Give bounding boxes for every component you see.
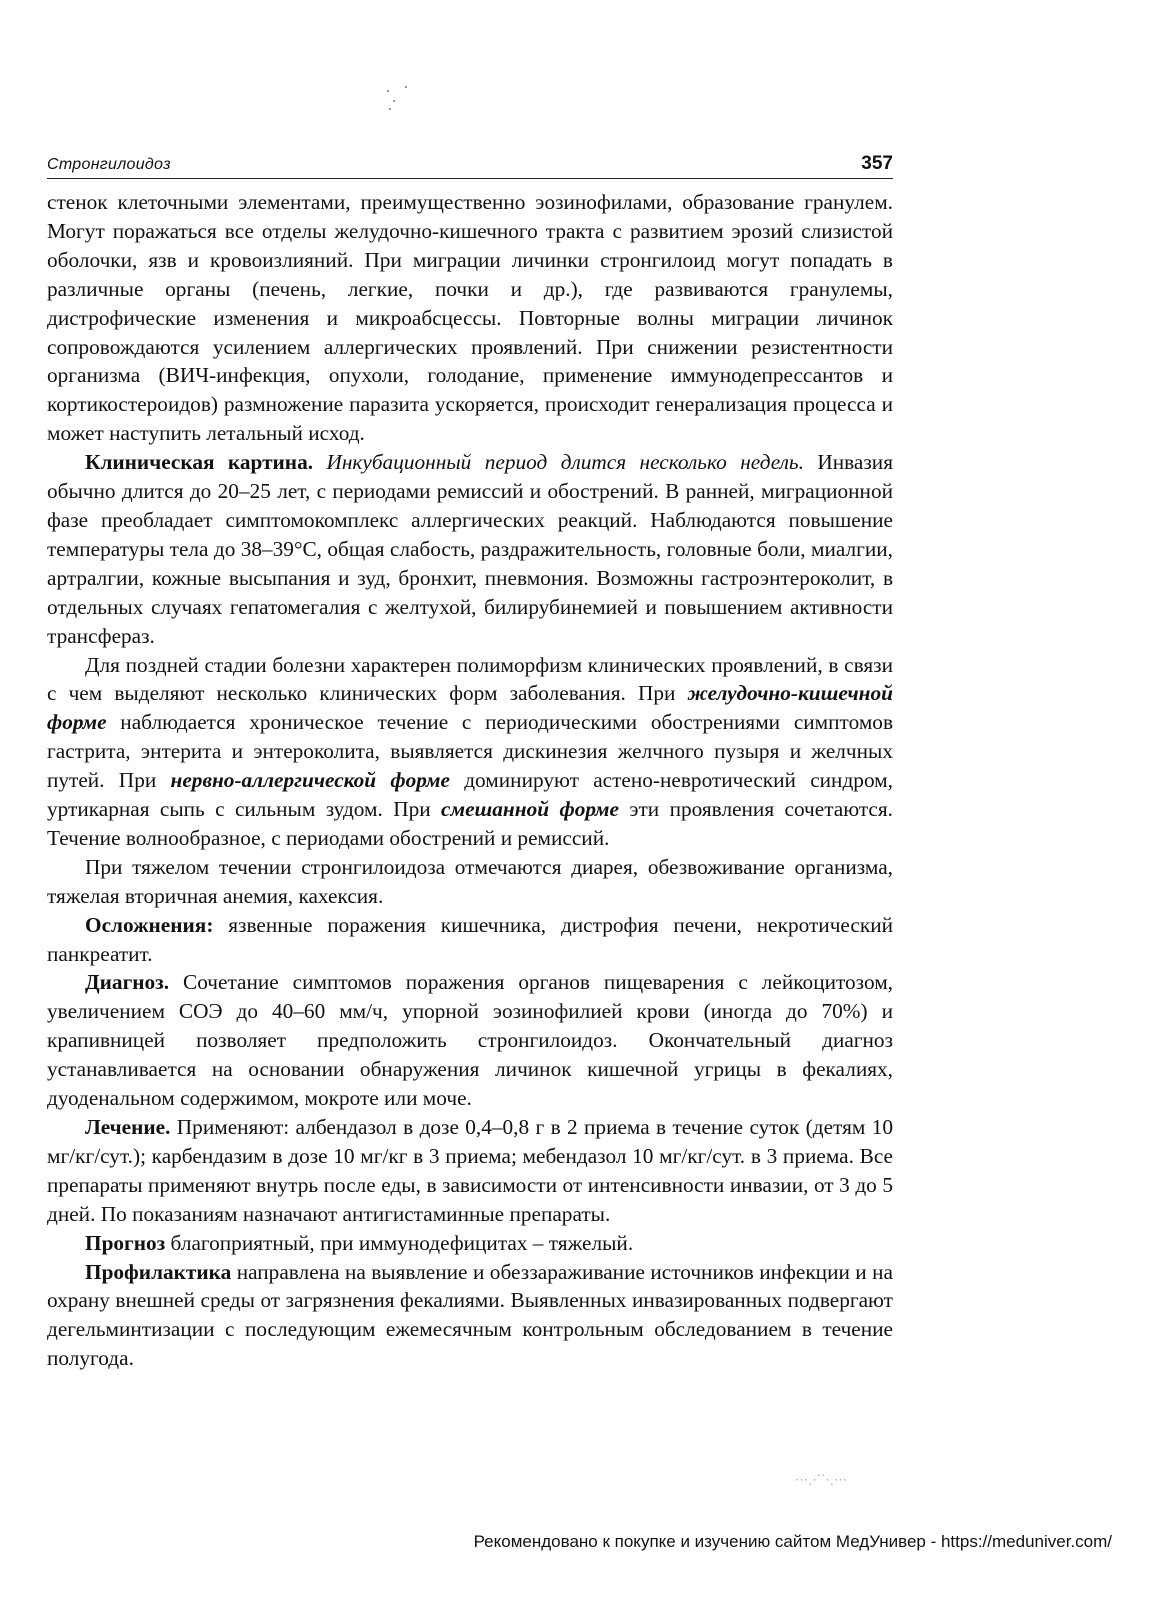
paragraph-text: доминируют астено-невротический синдром, уртикарная сыпь с сильным зудом. При bbox=[47, 768, 893, 822]
italic-text: Инкубационный период длится несколько недель. bbox=[326, 450, 804, 475]
page-number: 357 bbox=[861, 153, 893, 174]
section-lead: Лечение. bbox=[85, 1115, 171, 1139]
paragraph-text: Инвазия обычно длится до 20–25 лет, с периодами ремиссий и обострений. В ранней, миграционной фазе преобладает симптомокомплекс аллергических реакций. Наблюдаются повышение температуры тела до 38–39°С, общая слабость, раздражительность, головные боли, миалгии, артралгии, кожные высыпания и зуд, бронхит, пневмония. Возможны гастроэнтероколит, в отдельных случаях гепатомегалия с желтухой, билирубинемией и повышением активности трансфераз. bbox=[47, 450, 893, 648]
paragraph-text: Сочетание симптомов поражения органов пищеварения с лейкоцитозом, увеличением СОЭ до 40–60 мм/ч, упорной эозинофилией крови (иногда до 70%) и крапивницей позволяет предположить стронгилоидоз. Окончательный диагноз устанавливается на основании обнаружения личинок кишечной угрицы в фекалиях, дуоденальном содержимом, мокроте или моче. bbox=[47, 970, 893, 1111]
running-title: Стронгилоидоз bbox=[47, 156, 171, 173]
footer-recommendation: Рекомендовано к покупке и изучению сайтом МедУнивер - https://meduniver.com/ bbox=[473, 1532, 1112, 1551]
paragraph-text: Применяют: албендазол в дозе 0,4–0,8 г в 2 приема в течение суток (детям 10 мг/кг/сут.); карбендазим в дозе 10 мг/кг в 3 приема; мебендазол 10 мг/кг/сут. в 3 приема. Все препараты применяют внутрь после еды, в зависимости от интенсивности инвазии, от 3 до 5 дней. По показаниям назначают антигистаминные препараты. bbox=[47, 1115, 893, 1226]
section-lead: Прогноз bbox=[85, 1230, 166, 1255]
scan-stamp: ⋯⋰⋱⋯ bbox=[795, 1472, 847, 1487]
section-lead: Профилактика bbox=[85, 1259, 232, 1284]
section-lead: Клиническая картина. bbox=[85, 450, 314, 475]
emphasis-term: смешанной форме bbox=[441, 797, 619, 822]
paragraph bbox=[47, 1229, 893, 1258]
paragraph bbox=[47, 1258, 893, 1374]
emphasis-term: желудочно-кишечной форме bbox=[47, 681, 893, 735]
paragraph-text: наблюдается хроническое течение с периодическими обострениями симптомов гастрита, энтерита и энтероколита, выявляется дискинезия желчного пузыря и желчных путей. При bbox=[47, 710, 893, 793]
paragraph bbox=[47, 448, 893, 650]
paragraph-text: язвенные поражения кишечника, дистрофия печени, некротический панкреатит. bbox=[47, 912, 893, 966]
paragraph bbox=[47, 853, 893, 911]
page-header bbox=[47, 150, 893, 179]
paragraph-text: благоприятный, при иммунодефицитах – тяжелый. bbox=[170, 1230, 634, 1255]
scan-artifact bbox=[385, 86, 425, 116]
paragraph bbox=[47, 968, 893, 1113]
paragraph-text: стенок клеточными элементами, преимущественно эозинофилами, образование гранулем. Могут поражаться все отделы желудочно-кишечного тракта с развитием эрозий слизистой оболочки, язв и кровоизлияний. При миграции личинки стронгилоид могут попадать в различные органы (печень, легкие, почки и др.), где развиваются гранулемы, дистрофические изменения и микроабсцессы. Повторные волны миграции личинок сопровождаются усилением аллергических проявлений. При снижении резистентности организма (ВИЧ-инфекция, опухоли, голодание, применение иммунодепрессантов и кортикостероидов) размножение паразита ускоряется, происходит генерализация процесса и может наступить летальный исход. bbox=[47, 190, 893, 446]
paragraph bbox=[47, 911, 893, 969]
emphasis-term: нервно-аллергической форме bbox=[170, 768, 450, 793]
body-text bbox=[47, 188, 893, 1373]
paragraph-text: Для поздней стадии болезни характерен полиморфизм клинических проявлений, в связи с чем выделяют несколько клинических форм заболевания. При bbox=[47, 652, 893, 706]
paragraph bbox=[47, 651, 893, 853]
paragraph-text: эти проявления сочетаются. Течение волнообразное, с периодами обострений и ремиссий. bbox=[47, 797, 893, 850]
paragraph-text: При тяжелом течении стронгилоидоза отмечаются диарея, обезвоживание организма, тяжелая вторичная анемия, кахексия. bbox=[47, 854, 893, 908]
section-lead: Осложнения: bbox=[85, 912, 214, 937]
section-lead: Диагноз. bbox=[85, 970, 170, 995]
paragraph bbox=[47, 1113, 893, 1229]
paragraph-text: направлена на выявление и обеззараживание источников инфекции и на охрану внешней среды от загрязнения фекалиями. Выявленных инвазированных подвергают дегельминтизации с последующим ежемесячным контрольным обследованием в течение полугода. bbox=[47, 1259, 893, 1371]
paragraph bbox=[47, 188, 893, 448]
